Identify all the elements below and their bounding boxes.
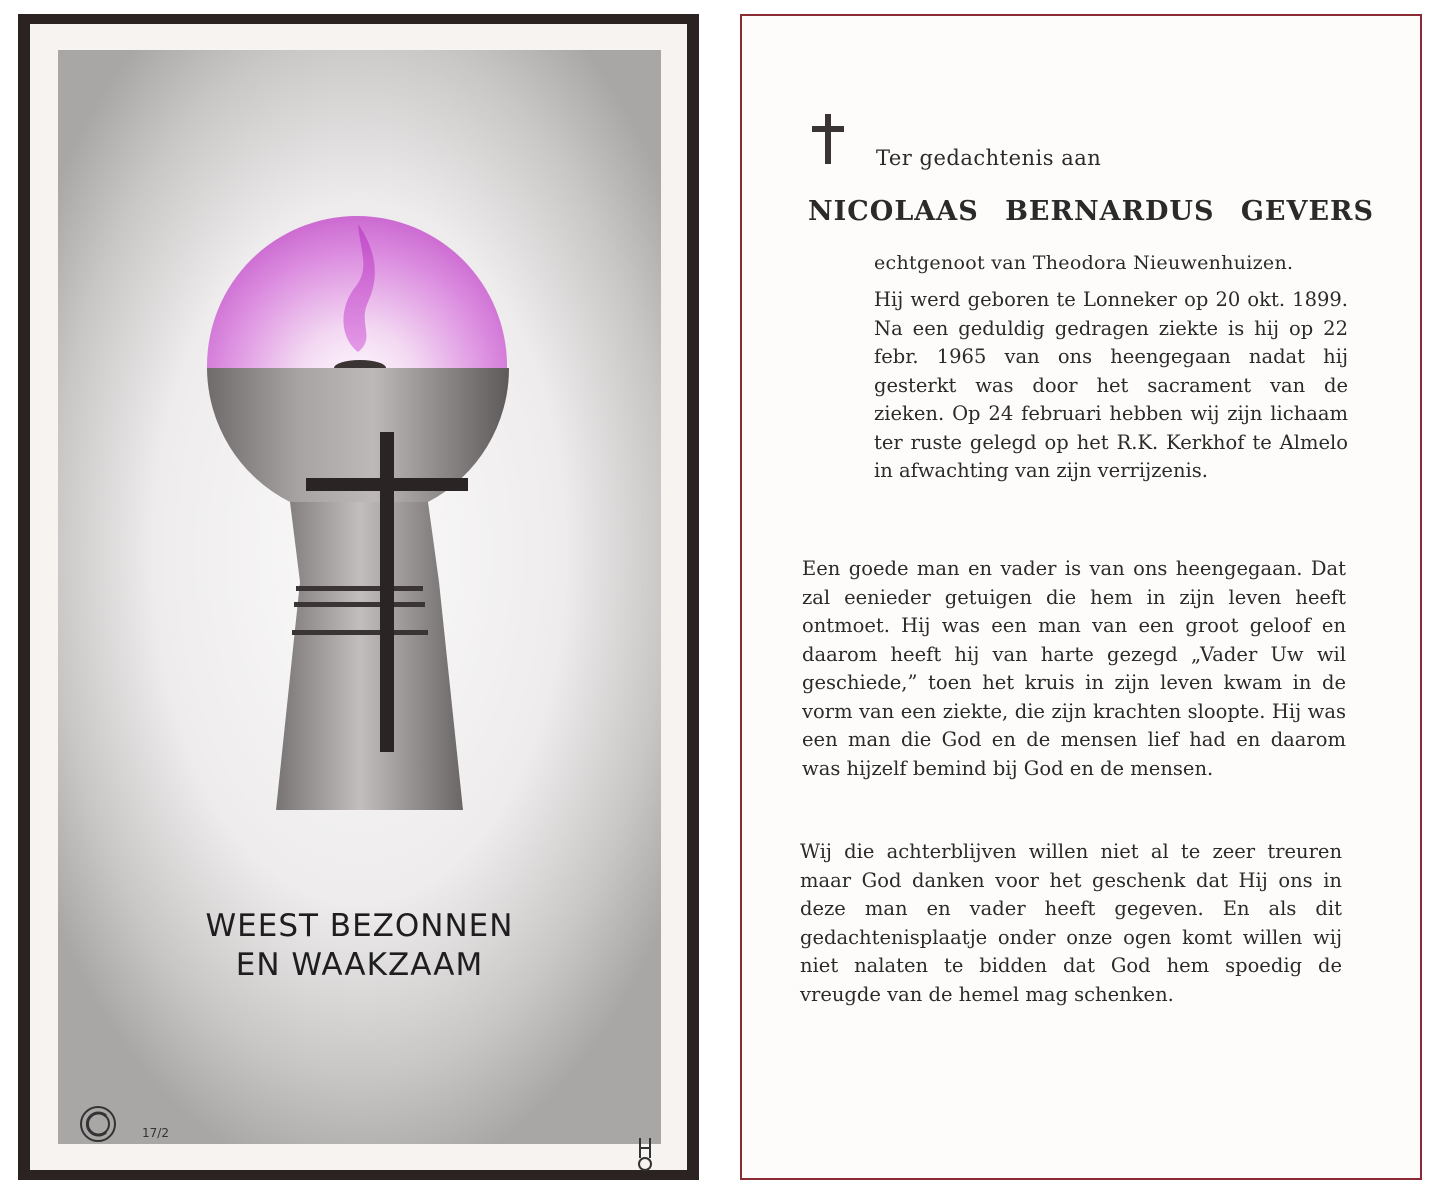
stem-band xyxy=(296,586,423,591)
artist-monogram-icon xyxy=(634,1136,656,1172)
printer-logo-icon xyxy=(76,1102,120,1146)
prayer-paragraph: Wij die achterblijven willen niet al te zeer treuren maar God danken voor het geschenk dat Hij ons in deze man en vader heeft gegeven. En als dit gedachtenisplaatje onder onze ogen komt willen wij niet nalaten te bidden dat God hem spoedig de vreugde van de hemel mag schenken. xyxy=(800,840,1342,1006)
memorial-text-card xyxy=(740,14,1422,1180)
intro-text: Ter gedachtenis aan xyxy=(876,146,1102,170)
front-card-mat xyxy=(30,24,687,1170)
biography-paragraph: Hij werd geboren te Lonneker op 20 okt. 1899. Na een geduldig gedragen ziekte is hij op 22 febr. 1965 van ons heengegaan nadat hij gesterkt was door het sacrament van de zieken. Op 24 februari hebben wij zijn lichaam ter ruste gelegd op het R.K. Kerkhof te Almelo in afwachting van zijn verrijzenis. xyxy=(874,288,1348,482)
front-card-picture xyxy=(58,50,661,1144)
motto-line-1: WEEST BEZONNEN xyxy=(205,908,514,944)
chalice-stem xyxy=(276,502,463,810)
front-card xyxy=(18,14,699,1180)
stem-band xyxy=(294,602,425,607)
motto-line-2: EN WAAKZAAM xyxy=(235,947,484,983)
spouse-line: echtgenoot van Theodora Nieuwenhuizen. xyxy=(874,252,1294,274)
cross-icon xyxy=(810,112,846,166)
tribute-paragraph: Een goede man en vader is van ons heengegaan. Dat zal eenieder getuigen die hem in zijn leven heeft ontmoet. Hij was een man van een groot geloof en daarom heeft hij van harte gezegd „Vader Uw wil geschiede,” toen het kruis in zijn leven kwam in de vorm van een ziekte, die zijn krachten sloopte. Hij was een man die God en de mensen lief had en daarom was hijzelf bemind bij God en de mensen. xyxy=(802,557,1346,780)
cross-horizontal xyxy=(306,478,468,491)
deceased-name: NICOLAAS BERNARDUS GEVERS xyxy=(808,196,1374,227)
print-code: 17/2 xyxy=(142,1126,169,1140)
stem-band xyxy=(292,630,428,635)
